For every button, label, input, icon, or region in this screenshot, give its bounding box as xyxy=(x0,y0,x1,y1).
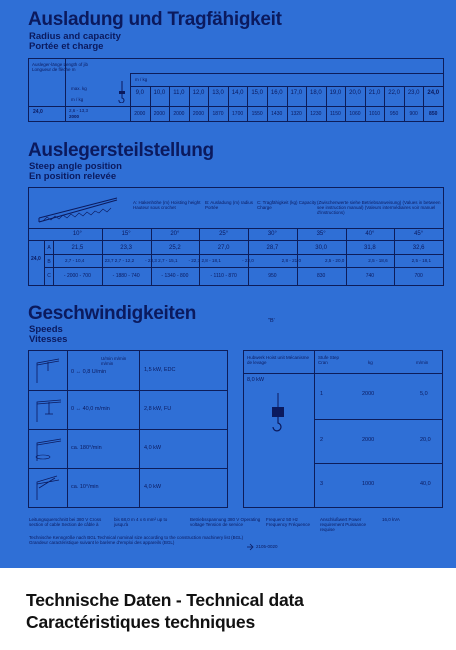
capacity-cell: - 2000 - 700 xyxy=(63,273,91,279)
hoist-power: 8,0 kW xyxy=(247,377,265,383)
section2-title: Auslegersteilstellung xyxy=(28,140,214,161)
load-cell: 1010 xyxy=(368,111,381,117)
section1-subtitle-fr: Portée et charge xyxy=(29,41,104,52)
height-cell: 30,0 xyxy=(315,245,327,251)
height-cell: 31,8 xyxy=(364,245,376,251)
section3-subtitle-en: Speeds xyxy=(29,324,63,335)
load-cell: 1870 xyxy=(212,111,224,117)
radius-cell: 19,0 xyxy=(329,90,342,96)
step-number: 3 xyxy=(320,481,324,487)
mmin-header: m/min xyxy=(416,360,429,365)
height-cell: 28,7 xyxy=(266,245,279,251)
speed-value: 0 ↔ 40,0 m/min xyxy=(71,406,110,412)
row-label: C xyxy=(47,273,51,279)
hoist-drum-icon xyxy=(266,393,290,435)
row-label: A xyxy=(47,245,51,251)
cable-value: bis 68,0 m 4 x 6 mm² up to jusqu'à xyxy=(114,517,168,527)
radius-cell: 24,0 xyxy=(427,90,440,96)
section2-subtitle-en: Steep angle position xyxy=(29,161,122,172)
load-cell: 1150 xyxy=(330,111,341,117)
speed-value: ca. 180°/min xyxy=(71,445,102,451)
cable-label: Leitungsquerschnitt bei 380 V Cross section of cable Section de câble à xyxy=(29,517,102,527)
mkg-header-top: m / kg xyxy=(135,77,148,82)
radius-range-cell: 2,5 - 18,1 xyxy=(411,258,432,263)
radius-cell: 12,0 xyxy=(192,90,205,96)
radius-range-cell: 2,5 - 18,6 xyxy=(368,258,388,263)
legend-d: (Zwischenwerte siehe Betriebsanweisung) (Values in between see instruction manual) (Valeurs intermédiaires voir manuel d'instructions) xyxy=(317,200,441,215)
angle-cell: 30° xyxy=(267,231,277,237)
max-kg-header: max. kg xyxy=(71,86,87,91)
radius-cell: 13,0 xyxy=(212,90,224,96)
capacity-cell: - 1880 - 740 xyxy=(112,273,140,279)
hoist-table xyxy=(243,350,443,508)
load-cell: 1230 xyxy=(310,111,322,117)
luffing-crane-icon xyxy=(33,474,63,502)
small-mark: "B' xyxy=(268,318,275,324)
power-label: Anschlußwert Power requirement Puissance requise xyxy=(320,517,367,532)
load-cell: 2000 xyxy=(134,111,146,117)
radius-cell: 17,0 xyxy=(290,90,303,96)
steep-angle-table xyxy=(28,187,444,286)
radius-range-cell: - 23,7 2,7 - 12,2 xyxy=(101,258,135,263)
step-header: Stufe Step Cran xyxy=(318,355,340,365)
trolley-crane-icon xyxy=(33,396,63,424)
hook-icon xyxy=(115,81,129,103)
step-load: 2000 xyxy=(362,437,375,443)
radius-cell: 22,0 xyxy=(388,90,400,96)
radius-range-cell: 2,7 - 10,4 xyxy=(64,258,85,263)
height-cell: 27,0 xyxy=(217,245,230,251)
load-cell: 1060 xyxy=(349,111,361,117)
radius-range-cell: - 22,0 xyxy=(242,258,254,263)
footer-line2: Caractéristiques techniques xyxy=(26,612,255,632)
section2-subtitle-fr: En position relevée xyxy=(29,171,117,182)
speeds-table xyxy=(28,350,228,508)
power-value: 4,0 kW xyxy=(144,484,162,490)
angle-cell: 15° xyxy=(121,231,131,237)
load-cell: 850 xyxy=(429,111,438,117)
legend-a: A: Hakenhöhe (m) Hoisting height Hauteur sous crochet xyxy=(133,200,201,210)
legend-c: C: Tragfähigkeit (kg) Capacity Charge xyxy=(257,200,317,210)
angle-cell: 25° xyxy=(219,231,229,237)
speed-units: U/min m/min m/min xyxy=(101,356,127,366)
footer-line1: Technische Daten - Technical data xyxy=(26,590,304,610)
radius-range-cell: 2,8 - 21,0 xyxy=(281,258,302,263)
voltage-label: Betriebsspannung 380 V Operating voltage Tension de service xyxy=(190,517,261,527)
step-speed: 5,0 xyxy=(420,391,428,397)
radius-cell: 20,0 xyxy=(349,90,361,96)
step-load: 2000 xyxy=(362,391,375,397)
step-number: 2 xyxy=(320,437,324,443)
height-cell: 25,2 xyxy=(169,245,181,251)
load-cell: 1700 xyxy=(232,111,244,117)
speed-value: 0 ↔ 0,8 U/min xyxy=(71,369,107,375)
load-cell: 2000 xyxy=(153,111,165,117)
step-speed: 20,0 xyxy=(420,437,431,443)
capacity-cell: - 1340 - 800 xyxy=(161,273,189,279)
speed-value: ca. 10°/min xyxy=(71,484,99,490)
radius-cell: 15,0 xyxy=(251,90,263,96)
section3-subtitle-fr: Vitesses xyxy=(29,334,68,345)
radius-range-cell: - 23,3 2,7 - 15,1 xyxy=(145,258,178,263)
load-cell: 1320 xyxy=(290,111,302,117)
rotate-crane-icon xyxy=(33,435,63,463)
angle-cell: 35° xyxy=(316,231,326,237)
capacity-cell: - 1110 - 870 xyxy=(210,273,237,279)
row-range: 2,6 - 13,3 xyxy=(69,108,89,113)
hoist-header: Hubwerk Hoist unit Mécanisme de levage xyxy=(247,355,310,365)
step-number: 1 xyxy=(320,391,324,397)
capacity-cell: 830 xyxy=(316,273,326,279)
row-length: 24,0 xyxy=(33,109,43,115)
section1-title: Ausladung und Tragfähigkeit xyxy=(28,9,282,30)
mkg-header-left: m / kg xyxy=(71,97,84,102)
radius-cell: 16,0 xyxy=(270,90,283,96)
load-cell: 2000 xyxy=(192,111,205,117)
angle-cell: 10° xyxy=(72,231,82,237)
power-value: 4,0 kW xyxy=(144,445,162,451)
capacity-cell: 950 xyxy=(268,273,277,279)
section3-title: Geschwindigkeiten xyxy=(28,303,197,324)
crane-jib-icon xyxy=(35,196,125,226)
row-label: B xyxy=(47,259,51,265)
radius-range-cell: - 22,7 2,8 - 18,1 xyxy=(188,258,221,263)
capacity-table xyxy=(28,58,444,122)
angle-cell: 40° xyxy=(365,231,375,237)
load-cell: 2000 xyxy=(173,111,185,117)
load-cell: 950 xyxy=(389,111,399,117)
load-cell: 900 xyxy=(409,111,418,117)
radius-cell: 10,0 xyxy=(153,90,166,96)
capacity-cell: 740 xyxy=(365,273,375,279)
kg-header: kg xyxy=(368,360,373,365)
height-cell: 32,6 xyxy=(412,245,425,251)
radius-cell: 9,0 xyxy=(135,90,144,96)
slewing-crane-icon xyxy=(33,357,63,385)
bgl-value: 2105-0020 xyxy=(256,544,278,549)
radius-cell: 18,0 xyxy=(310,90,322,96)
step-speed: 40,0 xyxy=(420,481,431,487)
steep-length: 24,0 xyxy=(31,256,41,262)
radius-cell: 11,0 xyxy=(173,90,185,96)
section1-subtitle-en: Radius and capacity xyxy=(29,31,121,42)
row-max: 2000 xyxy=(69,114,80,119)
arrow-icon xyxy=(246,543,254,551)
power-value: 1,5 kW, EDC xyxy=(144,367,176,373)
bgl-label: Technische Kenngröße nach BGL Technical nominal size according to the construction machinery list (BGL) Grandeur caractéristique suivant le barème d'emploi des appareils (BGL) xyxy=(29,535,244,545)
radius-cell: 21,0 xyxy=(368,90,381,96)
step-load: 1000 xyxy=(362,481,375,487)
boom-length-header: Ausleger-länge Length of jib Longueur de flèche m xyxy=(32,62,89,72)
load-cell: 1550 xyxy=(251,111,263,117)
power-value: 16,0 kVA xyxy=(382,517,400,522)
radius-range-cell: 2,5 - 20,0 xyxy=(324,258,345,263)
angle-cell: 20° xyxy=(170,231,180,237)
radius-cell: 14,0 xyxy=(231,90,244,96)
height-cell: 21,5 xyxy=(71,245,84,251)
legend-b: B: Ausladung (m) radius Portée xyxy=(205,200,254,210)
angle-cell: 45° xyxy=(414,231,424,237)
freq-label: Frequenz 50 Hz Frequency Fréquence xyxy=(266,517,311,527)
load-cell: 1430 xyxy=(271,111,283,117)
height-cell: 23,3 xyxy=(120,245,132,251)
radius-cell: 23,0 xyxy=(407,90,420,96)
capacity-cell: 700 xyxy=(414,273,423,279)
power-value: 2,8 kW, FU xyxy=(144,406,172,412)
